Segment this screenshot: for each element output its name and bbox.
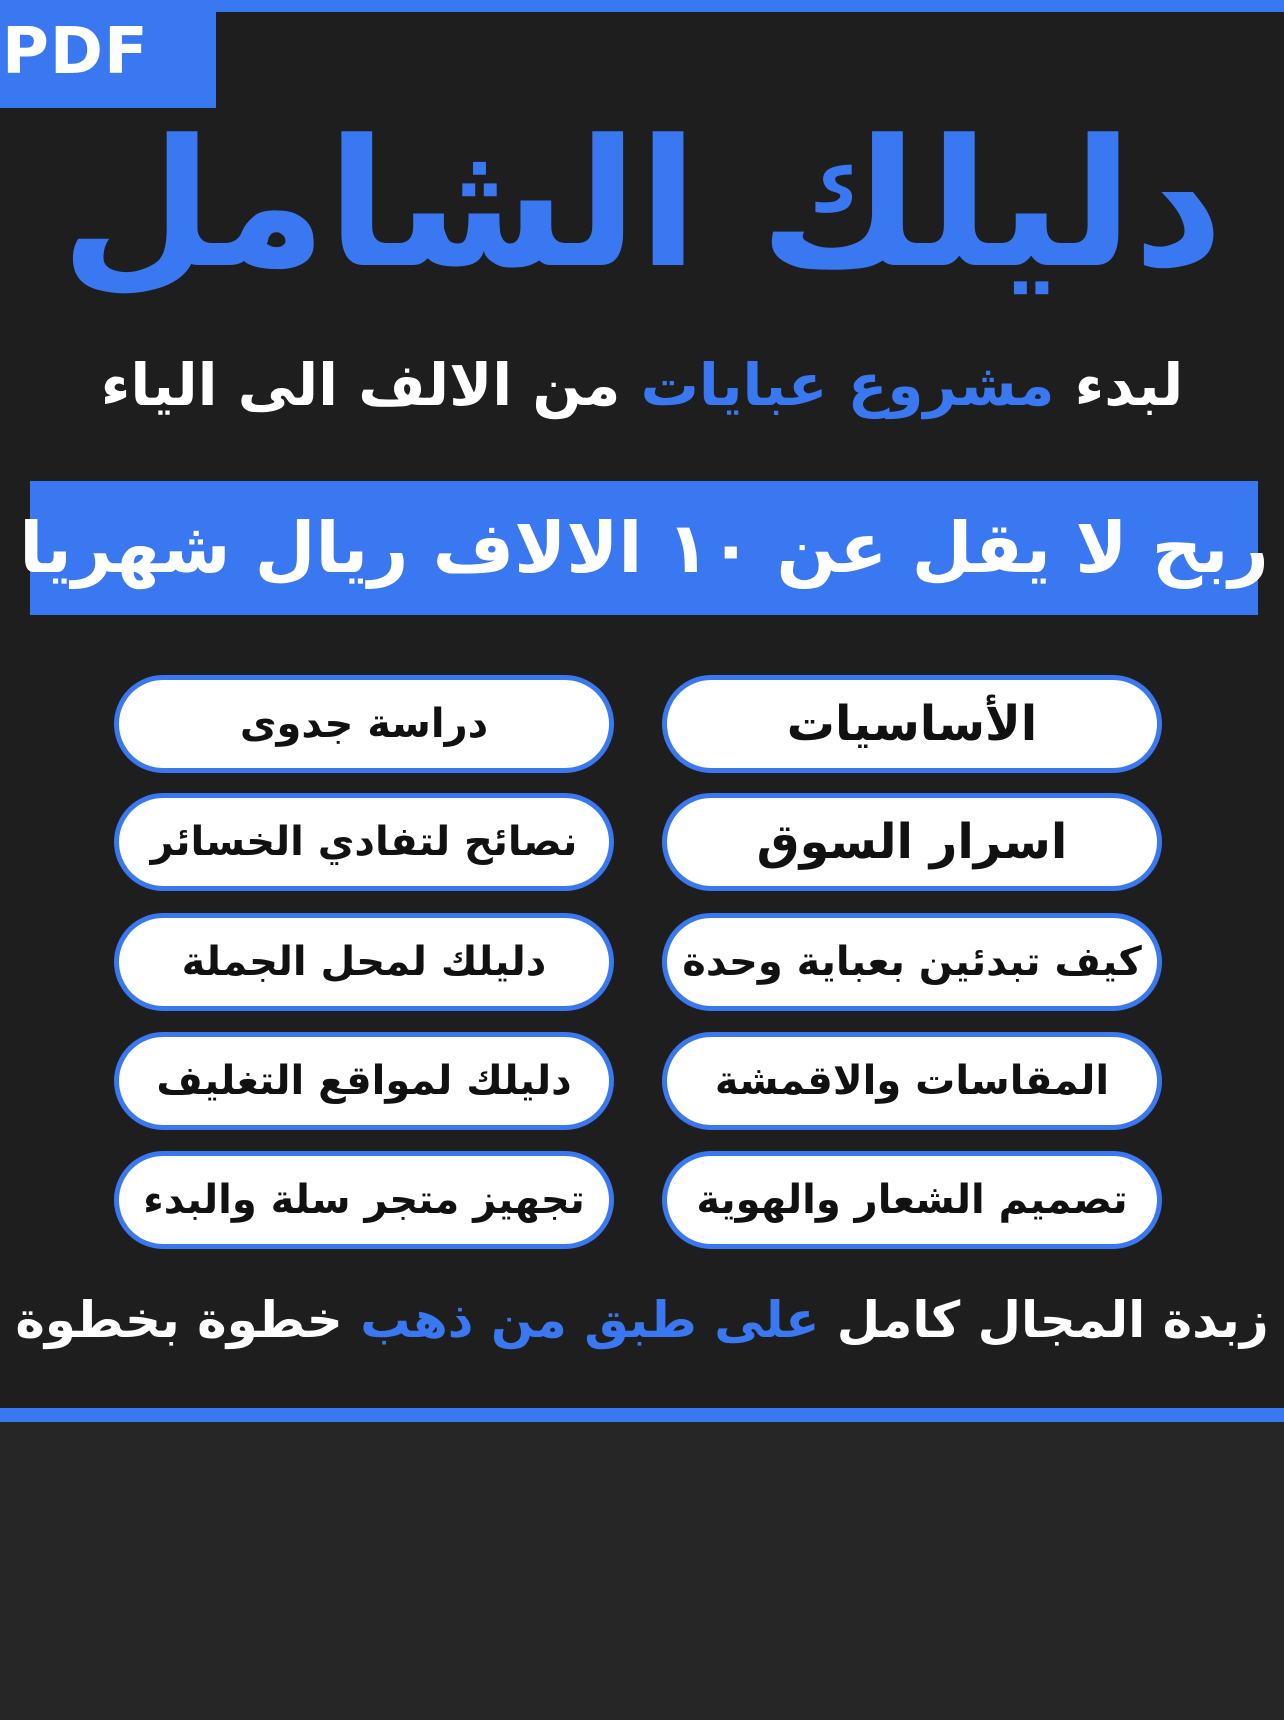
topic-label: دليلك لمواقع التغليف [156, 1058, 572, 1104]
topic-label: دراسة جدوى [239, 701, 489, 747]
topic-pill-salla-store [114, 1151, 614, 1249]
topic-pill-basics [662, 675, 1162, 773]
profit-banner [19, 481, 1269, 615]
topic-pill-packaging-guide [114, 1032, 614, 1130]
topic-pill-market-secrets [662, 793, 1162, 891]
topic-label: المقاسات والاقمشة [714, 1058, 1110, 1104]
topic-label: تصميم الشعار والهوية [696, 1177, 1128, 1223]
tagline-highlight: على طبق من ذهب [360, 1291, 820, 1349]
pdf-badge-label: PDF [2, 15, 149, 89]
topic-pill-logo-identity [662, 1151, 1162, 1249]
topic-label: اسرار السوق [756, 814, 1068, 870]
tagline-part-1: زبدة المجال كامل [819, 1291, 1269, 1349]
topic-pill-sizes-fabrics [662, 1032, 1162, 1130]
topic-pill-avoid-losses [114, 793, 614, 891]
profit-banner-text: ربح لا يقل عن ١٠ الالاف ريال شهريا [19, 507, 1269, 589]
topic-label: تجهيز متجر سلة والبدء [143, 1177, 585, 1223]
subtitle-highlight: مشروع عبايات [640, 351, 1055, 419]
subtitle-part-2: من الالف الى الياء [100, 351, 641, 419]
topic-label: كيف تبدئين بعباية وحدة [682, 939, 1142, 985]
poster-title: دليلك الشامل [60, 102, 1224, 307]
topic-label: الأساسيات [786, 696, 1038, 752]
topic-pill-wholesale-guide [114, 913, 614, 1011]
topic-label: نصائح لتفادي الخسائر [150, 819, 578, 865]
bottom-accent-bar [0, 1408, 1284, 1422]
topic-label: دليلك لمحل الجملة [181, 939, 547, 985]
subtitle-part-1: لبدء [1054, 351, 1184, 419]
tagline-part-2: خطوة بخطوة [15, 1291, 361, 1349]
poster-subtitle [20, 345, 1264, 425]
topic-pill-start-one-abaya [662, 913, 1162, 1011]
pdf-badge [0, 0, 216, 108]
poster-tagline [0, 1285, 1284, 1355]
topic-pill-feasibility-study [114, 675, 614, 773]
